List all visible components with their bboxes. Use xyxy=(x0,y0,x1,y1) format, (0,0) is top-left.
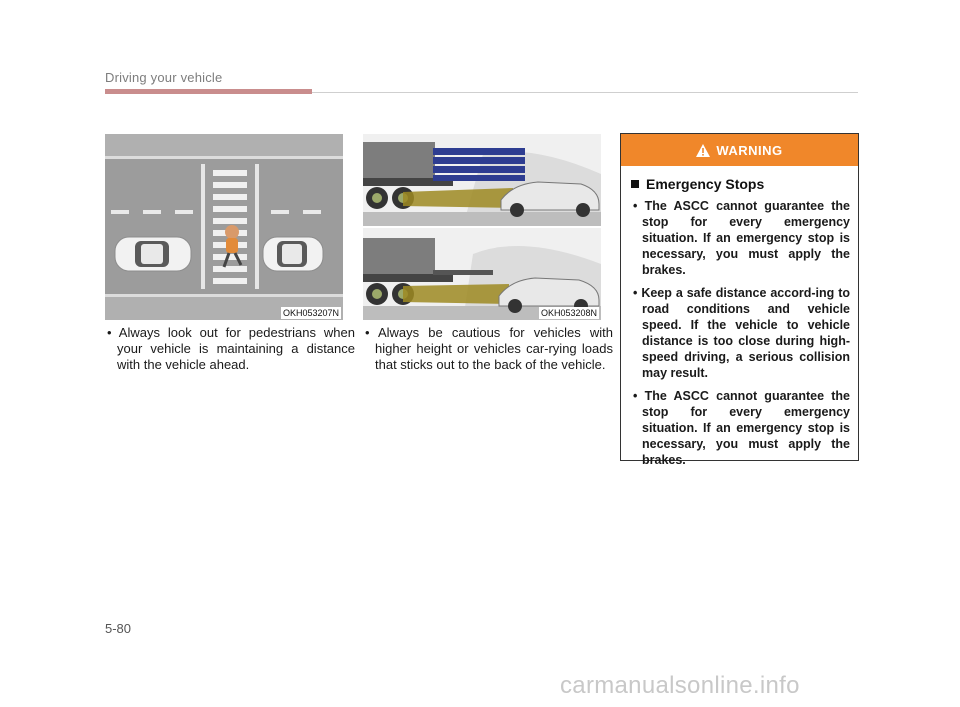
warning-label: WARNING xyxy=(716,142,783,158)
square-bullet-icon xyxy=(631,180,639,188)
section-title: Driving your vehicle xyxy=(105,70,223,85)
figure-trucks xyxy=(363,134,601,320)
warning-triangle-icon xyxy=(696,144,710,157)
figure-caption: OKH053207N xyxy=(282,308,339,318)
warning-box xyxy=(620,133,859,467)
watermark-text: carmanualsonline.info xyxy=(560,672,800,699)
header-accent-rule xyxy=(105,89,312,94)
warning-title xyxy=(631,176,848,192)
warning-item: • Keep a safe distance accord-ing to road conditions and vehicle speed. If the vehicle to vehicle distance is too close during high-speed driving, a serious collision may result. xyxy=(633,286,850,380)
crosswalk-illustration xyxy=(105,134,343,320)
figure-crosswalk xyxy=(105,134,343,320)
bullet-tall-vehicles: • Always be cautious for vehicles with higher height or vehicles car-rying loads that sticks out to the back of the vehicle. xyxy=(365,325,613,372)
figure-caption: OKH053208N xyxy=(540,308,597,318)
truck-illustration xyxy=(363,134,601,320)
warning-item: • The ASCC cannot guarantee the stop for every emergency situation. If an emergency stop is necessary, you must apply the brakes. xyxy=(633,389,850,467)
warning-list xyxy=(621,198,858,468)
bullet-pedestrians: • Always look out for pedestrians when your vehicle is maintaining a distance with the vehicle ahead. xyxy=(107,325,355,372)
warning-item: • The ASCC cannot guarantee the stop for every emergency situation. If an emergency stop is necessary, you must apply the brakes. xyxy=(633,199,850,277)
warning-title-text: Emergency Stops xyxy=(646,176,765,192)
header-divider xyxy=(312,92,858,93)
warning-header xyxy=(621,134,858,166)
page-number: 5-80 xyxy=(105,621,132,636)
